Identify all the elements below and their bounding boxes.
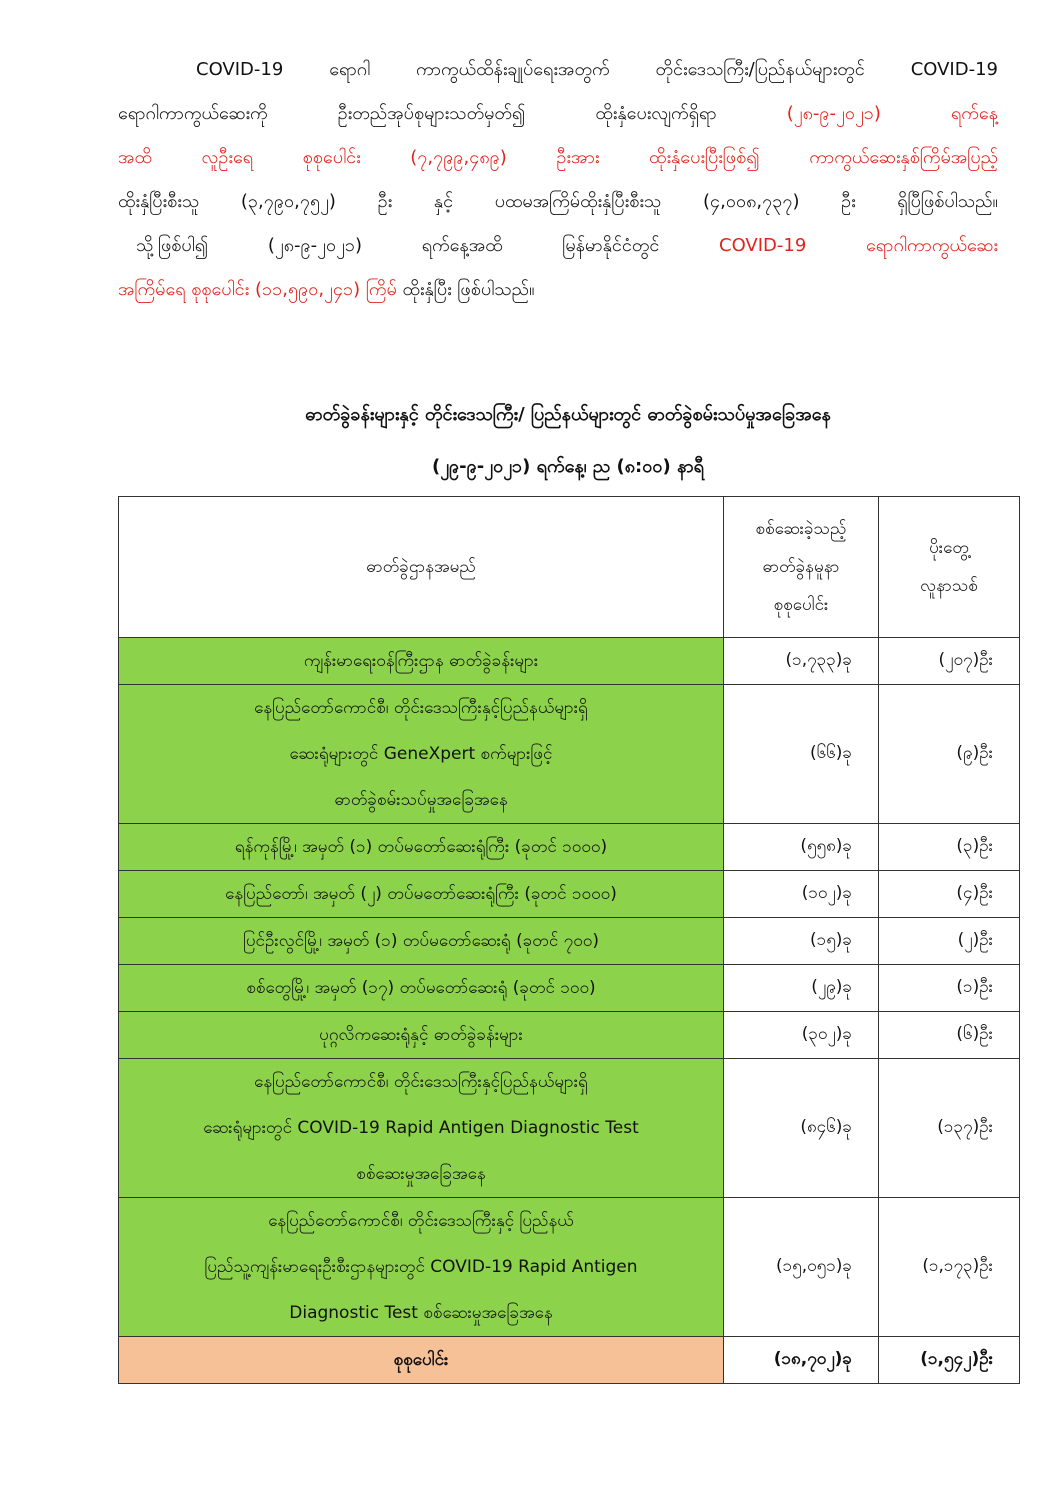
total-samples: (၁၈,၇၀၂)ခု <box>724 1337 879 1384</box>
samples-cell: (၂၉)ခု <box>724 965 879 1012</box>
table-row <box>119 871 1020 918</box>
lab-name-line: စစ်တွေမြို့၊ အမှတ် (၁၇) တပ်မတော်ဆေးရုံ (ခုတင် ၁၀၀) <box>246 978 596 998</box>
samples-cell: (၈၄၆)ခု <box>724 1059 879 1198</box>
positive-cell: (၁၃၇)ဦး <box>879 1059 1020 1198</box>
lab-name-line: ဆေးရုံများတွင် COVID-19 Rapid Antigen Diagnostic Test <box>203 1118 639 1138</box>
intro-highlight: အကြိမ်ရေ စုစုပေါင်း (၁၁,၅၉၀,၂၄၁) ကြိမ် <box>118 279 397 300</box>
samples-cell: (၅၅၈)ခု <box>724 824 879 871</box>
header-lab-name: ဓာတ်ခွဲဌာနအမည် <box>119 497 724 638</box>
total-label: စုစုပေါင်း <box>119 1337 724 1384</box>
total-positive: (၁,၅၄၂)ဦး <box>879 1337 1020 1384</box>
intro-line <box>118 268 998 312</box>
header-positive-line: ပိုးတွေ့ <box>929 538 969 558</box>
positive-cell: (၃)ဦး <box>879 824 1020 871</box>
table-row <box>119 638 1020 685</box>
lab-name-cell <box>119 685 724 824</box>
positive-cell: (၁)ဦး <box>879 965 1020 1012</box>
intro-line: ထိုးနှံပြီးစီးသူ (၃,၇၉၀,၇၅၂) ဦး နှင့် ပထမအကြိမ်ထိုးနှံပြီးစီးသူ (၄,၀၀၈,၇၃၇) ဦး ရှိပြီဖြစ်ပါသည်။ <box>118 191 998 212</box>
intro-text: ရောဂါကာကွယ်ဆေးကို ဦးတည်အုပ်စုများသတ်မှတ်၍ ထိုးနှံပေးလျက်ရှိရာ <box>118 103 787 124</box>
intro-highlight: COVID-19 ရောဂါကာကွယ်ဆေး <box>719 235 998 256</box>
samples-cell: (၁,၇၃၃)ခု <box>724 638 879 685</box>
table-row <box>119 965 1020 1012</box>
intro-text: သို့ဖြစ်ပါ၍ (၂၈-၉-၂၀၂၁) ရက်နေ့အထိ မြန်မာနိုင်ငံတွင် <box>136 235 720 256</box>
positive-cell: (၉)ဦး <box>879 685 1020 824</box>
positive-cell: (၁,၁၇၃)ဦး <box>879 1198 1020 1337</box>
lab-name-cell <box>119 824 724 871</box>
samples-cell: (၃၀၂)ခု <box>724 1012 879 1059</box>
header-samples-line: စုစုပေါင်း <box>773 595 829 615</box>
positive-cell: (၄)ဦး <box>879 871 1020 918</box>
lab-name-line: ကျန်းမာရေးဝန်ကြီးဌာန ဓာတ်ခွဲခန်းများ <box>303 651 539 671</box>
samples-cell: (၁၅)ခု <box>724 918 879 965</box>
positive-cell: (၂)ဦး <box>879 918 1020 965</box>
lab-name-line: ပြင်ဦးလွင်မြို့၊ အမှတ် (၁) တပ်မတော်ဆေးရုံ (ခုတင် ၇၀၀) <box>243 931 599 951</box>
table-header-row <box>119 497 1020 638</box>
header-samples-line: ဓာတ်ခွဲနမူနာ <box>762 557 840 577</box>
lab-name-cell <box>119 1059 724 1198</box>
header-samples-line: စစ်ဆေးခဲ့သည့် <box>755 519 847 539</box>
lab-name-cell <box>119 918 724 965</box>
table-row <box>119 1012 1020 1059</box>
section-date: (၂၉-၉-၂၀၂၁) ရက်နေ့၊ ည (၈:၀၀) နာရီ <box>431 456 704 477</box>
lab-name-line: ရန်ကုန်မြို့၊ အမှတ် (၁) တပ်မတော်ဆေးရုံကြီး (ခုတင် ၁၀၀၀) <box>234 837 608 857</box>
table-row <box>119 685 1020 824</box>
lab-name-line: ပြည်သူ့ကျန်းမာရေးဦးစီးဌာနများတွင် COVID-19 Rapid Antigen <box>204 1257 638 1277</box>
intro-line <box>118 224 998 268</box>
intro-date-highlight: (၂၈-၉-၂၀၂၁) ရက်နေ့ <box>786 103 998 124</box>
lab-name-line: ပုဂ္ဂလိကဆေးရုံနှင့် ဓာတ်ခွဲခန်းများ <box>319 1025 523 1045</box>
samples-cell: (၆၆)ခု <box>724 685 879 824</box>
samples-cell: (၁၅,၀၅၁)ခု <box>724 1198 879 1337</box>
table-row <box>119 824 1020 871</box>
samples-cell: (၁၀၂)ခု <box>724 871 879 918</box>
lab-name-cell <box>119 871 724 918</box>
lab-name-line: နေပြည်တော်၊ အမှတ် (၂) တပ်မတော်ဆေးရုံကြီး (ခုတင် ၁၀၀၀) <box>225 884 617 904</box>
intro-line: အထိ လူဦးရေ စုစုပေါင်း (၇,၇၉၉,၄၈၉) ဦးအား ထိုးနှံပေးပြီးဖြစ်၍ ကာကွယ်ဆေးနှစ်ကြိမ်အပြည့် <box>118 147 998 168</box>
header-samples <box>724 497 879 638</box>
lab-name-line: ဓာတ်ခွဲစမ်းသပ်မှုအခြေအနေ <box>334 790 508 810</box>
table-row <box>119 1198 1020 1337</box>
lab-name-line: စစ်ဆေးမှုအခြေအနေ <box>356 1164 486 1184</box>
positive-cell: (၂၀၇)ဦး <box>879 638 1020 685</box>
header-positive-line: လူနာသစ် <box>920 576 978 596</box>
lab-name-cell <box>119 1198 724 1337</box>
intro-line <box>118 92 998 136</box>
table-row <box>119 1059 1020 1198</box>
lab-name-line: နေပြည်တော်ကောင်စီ၊ တိုင်းဒေသကြီးနှင့်ပြည်နယ်များရှိ <box>254 1072 588 1092</box>
header-positive <box>879 497 1020 638</box>
lab-name-line: နေပြည်တော်ကောင်စီ၊ တိုင်းဒေသကြီးနှင့် ပြည်နယ် <box>268 1211 574 1231</box>
lab-name-line: ဆေးရုံများတွင် GeneXpert စက်များဖြင့် <box>289 744 553 764</box>
intro-text: ထိုးနှံပြီး ဖြစ်ပါသည်။ <box>396 279 535 300</box>
lab-testing-table <box>118 496 1020 1384</box>
lab-name-cell <box>119 965 724 1012</box>
positive-cell: (၆)ဦး <box>879 1012 1020 1059</box>
section-title: ဓာတ်ခွဲခန်းများနှင့် တိုင်းဒေသကြီး/ ပြည်နယ်များတွင် ဓာတ်ခွဲစမ်းသပ်မှုအခြေအနေ <box>305 404 831 425</box>
intro-line: COVID-19 ရောဂါ ကာကွယ်ထိန်းချုပ်ရေးအတွက် တိုင်းဒေသကြီး/ပြည်နယ်များတွင် COVID-19 <box>196 59 998 80</box>
lab-name-cell <box>119 1012 724 1059</box>
table-row <box>119 918 1020 965</box>
lab-name-cell <box>119 638 724 685</box>
table-total-row <box>119 1337 1020 1384</box>
lab-name-line: နေပြည်တော်ကောင်စီ၊ တိုင်းဒေသကြီးနှင့်ပြည်နယ်များရှိ <box>254 698 588 718</box>
lab-name-line: Diagnostic Test စစ်ဆေးမှုအခြေအနေ <box>289 1303 553 1323</box>
intro-paragraph <box>118 48 998 312</box>
